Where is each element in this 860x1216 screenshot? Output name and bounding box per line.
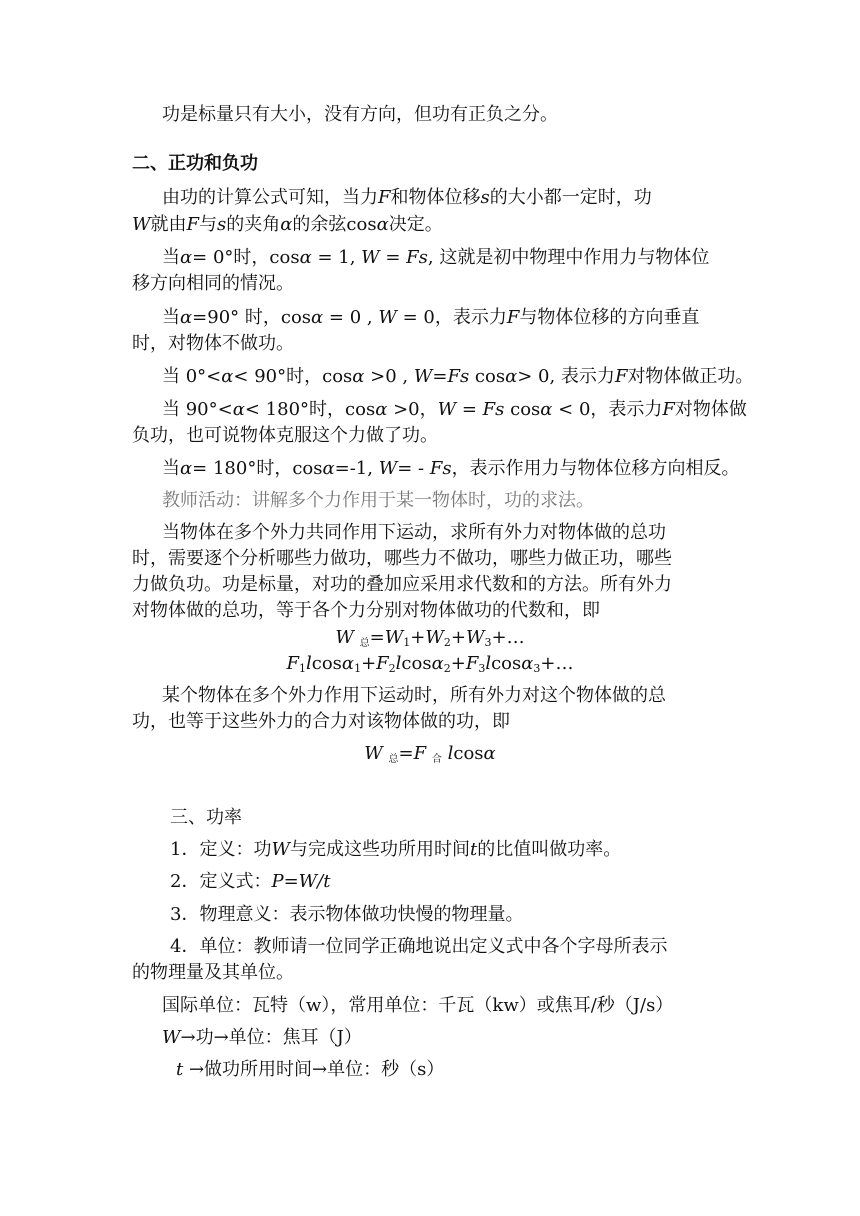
paragraph-total-work: 当物体在多个外力共同作用下运动，求所有外力对物体做的总功	[162, 522, 666, 543]
case-alpha-ninety: 当α=90° 时，cosα = 0 , W = 0，表示力F与物体位移的方向垂直	[162, 307, 700, 328]
power-definition: 1．定义：功W与完成这些功所用时间t的比值叫做功率。	[170, 839, 622, 860]
teacher-activity-note: 教师活动：讲解多个力作用于某一物体时，功的求法。	[162, 490, 594, 511]
unit-work: W→功→单位：焦耳（J）	[162, 1027, 362, 1048]
case-positive-work: 当 0°<α< 90°时，cosα >0 , W=Fs cosα> 0, 表示力F对物体做正功。	[162, 366, 754, 387]
paragraph-total-work-4: 对物体做的总功，等于各个力分别对物体做功的代数和，即	[132, 600, 600, 621]
power-formula: 2．定义式：P=W/t	[170, 871, 331, 892]
paragraph-total-work-3: 力做负功。功是标量，对功的叠加应采用求代数和的方法。所有外力	[132, 574, 672, 595]
unit-time: t →做功所用时间→单位：秒（s）	[176, 1059, 445, 1080]
power-units-international: 国际单位：瓦特（w），常用单位：千瓦（kw）或焦耳/秒（J/s）	[162, 995, 674, 1016]
paragraph-formula-intro-cont: W就由F与s的夹角α的余弦cosα决定。	[132, 214, 443, 235]
equation-resultant-work: W 总=F 合 lcosα	[364, 743, 496, 765]
power-unit-intro-cont: 的物理量及其单位。	[132, 962, 294, 983]
paragraph-work-scalar: 功是标量只有大小，没有方向，但功有正负之分。	[162, 104, 558, 125]
case-alpha-zero: 当α= 0°时，cosα = 1, W = Fs, 这就是初中物理中作用力与物体位	[162, 247, 710, 268]
equation-total-work-sum: W 总$=W_1+W_2+W_3+\dots$	[335, 627, 525, 649]
heading-power: 三、功率	[170, 807, 242, 828]
paragraph-formula-intro: 由功的计算公式可知，当力F和物体位移s的大小都一定时，功	[162, 187, 652, 208]
paragraph-resultant-force-2: 功，也等于这些外力的合力对该物体做的功，即	[132, 711, 510, 732]
paragraph-resultant-force: 某个物体在多个外力作用下运动时，所有外力对这个物体做的总	[162, 685, 666, 706]
power-meaning: 3．物理意义：表示物体做功快慢的物理量。	[170, 904, 524, 925]
case-alpha-ninety-cont: 时，对物体不做功。	[132, 333, 294, 354]
equation-force-sum: $F_1lcos\alpha_1+F_2lcos\alpha_2+F_3lcos\alpha_3+\dots$	[286, 653, 574, 675]
case-negative-work: 当 90°<α< 180°时，cosα >0，W = Fs cosα < 0，表示力F对物体做	[162, 399, 747, 420]
case-alpha-180: 当α= 180°时，cosα=-1, W= - Fs，表示作用力与物体位移方向相反。	[162, 458, 740, 479]
heading-positive-negative-work: 二、正功和负功	[132, 153, 258, 174]
case-negative-work-cont: 负功，也可说物体克服这个力做了功。	[132, 425, 438, 446]
case-alpha-zero-cont: 移方向相同的情况。	[132, 273, 294, 294]
paragraph-total-work-2: 时，需要逐个分析哪些力做功，哪些力不做功，哪些力做正功，哪些	[132, 548, 672, 569]
power-unit-intro: 4．单位：教师请一位同学正确地说出定义式中各个字母所表示	[170, 936, 668, 957]
